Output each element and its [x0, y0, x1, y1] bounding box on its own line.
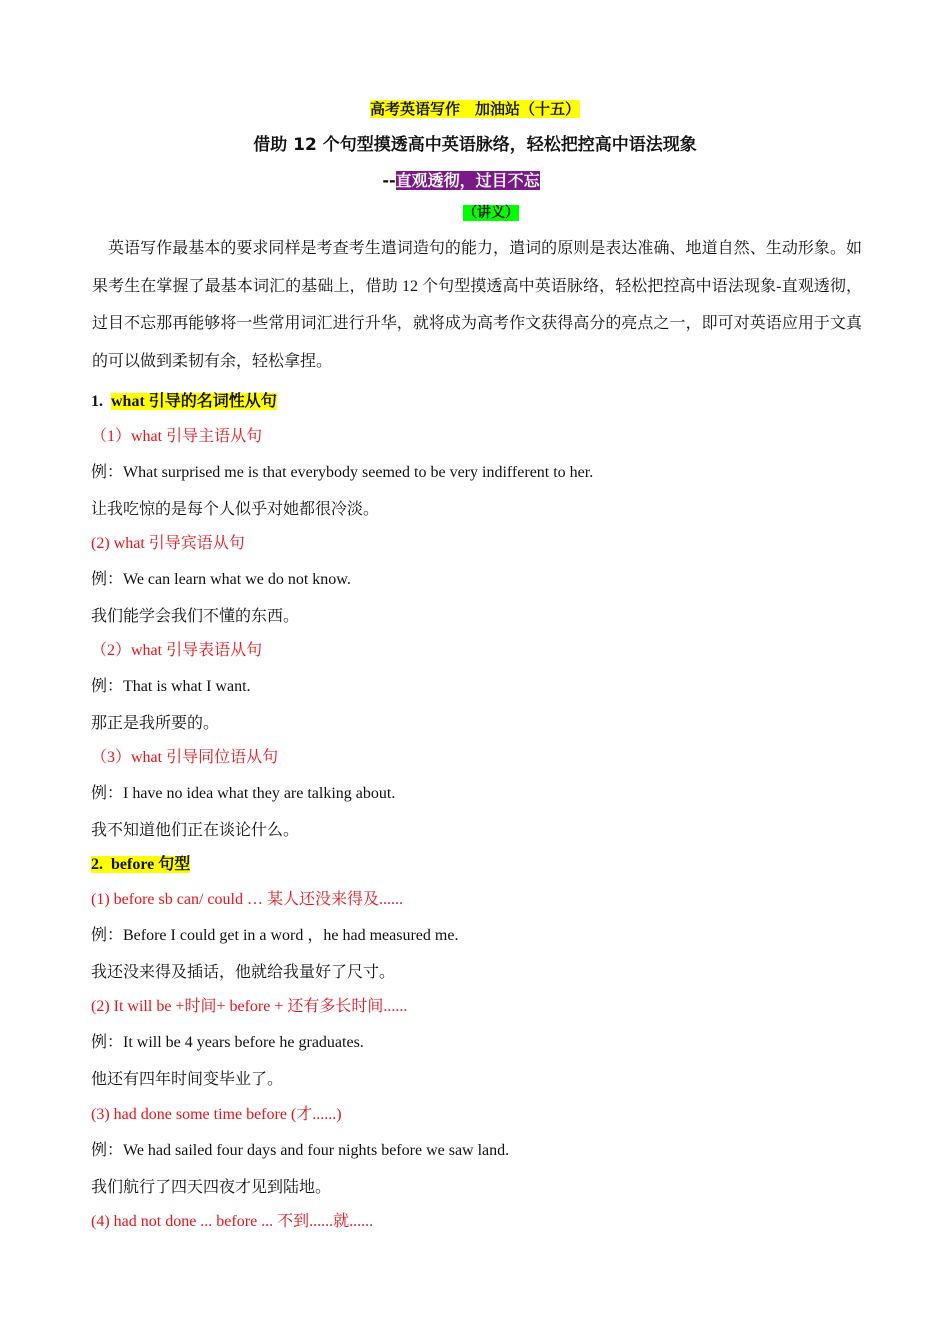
section-2-heading — [91, 854, 190, 876]
section-1-title: what 引导的名词性从句 — [111, 393, 277, 410]
s1-item-2-label: (2) what 引导宾语从句 — [91, 535, 245, 552]
s1-item-1-example: 例：What surprised me is that everybody seemed to be very indifferent to her. — [91, 464, 594, 481]
s1-item-4-translation: 我不知道他们正在谈论什么。 — [91, 822, 300, 839]
s1-item-2-example: 例：We can learn what we do not know. — [91, 571, 351, 588]
intro-paragraph: 英语写作最基本的要求同样是考查考生遣词造句的能力，遣词的原则是表达准确、地道自然、生动形象。如果考生在掌握了最基本词汇的基础上，借助 12 个句型摸透高中英语脉络，轻松把控高中语法现象-直观透彻，过目不忘那再能够将一些常用词汇进行升华，就将成为高考作文获得高分的亮点之一，即可对英语应用于文真的可以做到柔韧有余，轻松拿捏。 — [92, 240, 862, 370]
section-2-title: before 句型 — [111, 856, 191, 873]
s1-item-3-translation: 那正是我所要的。 — [91, 715, 220, 732]
s2-item-1-label: (1) before sb can/ could … 某人还没来得及...... — [91, 891, 403, 908]
section-1-heading — [91, 391, 277, 413]
s2-item-3-example: 例：We had sailed four days and four nights before we saw land. — [91, 1142, 510, 1159]
section-2-number: 2. — [91, 856, 103, 873]
s2-item-3-translation: 我们航行了四天四夜才见到陆地。 — [91, 1179, 332, 1196]
s2-item-2-translation: 他还有四年时间变毕业了。 — [91, 1071, 284, 1088]
s1-item-2-translation: 我们能学会我们不懂的东西。 — [91, 608, 300, 625]
section-1-number: 1. — [91, 393, 103, 410]
tagline-text: 直观透彻，过目不忘 — [395, 171, 540, 190]
s2-item-2-example: 例：It will be 4 years before he graduates. — [91, 1034, 364, 1051]
s1-item-1-translation: 让我吃惊的是每个人似乎对她都很冷淡。 — [91, 501, 380, 518]
s2-item-2-label: (2) It will be +时间+ before + 还有多长时间...... — [91, 998, 408, 1015]
doc-title: 高考英语写作 加油站（十五） — [369, 100, 580, 118]
doc-subtitle: 借助 12 个句型摸透高中英语脉络，轻松把控高中语法现象 — [253, 135, 697, 155]
s1-item-3-label: （2）what 引导表语从句 — [91, 642, 263, 659]
s2-item-4-label: (4) had not done ... before ... 不到......就...... — [91, 1213, 374, 1230]
tagline-prefix: -- — [382, 171, 396, 190]
s1-item-4-label: （3）what 引导同位语从句 — [91, 749, 279, 766]
s1-item-3-example: 例：That is what I want. — [91, 678, 251, 695]
s1-item-4-example: 例：I have no idea what they are talking about. — [91, 785, 396, 802]
s1-item-1-label: （1）what 引导主语从句 — [91, 428, 263, 445]
doc-tagline — [0, 169, 936, 192]
s2-item-1-translation: 我还没来得及插话，他就给我量好了尺寸。 — [91, 964, 396, 981]
doc-type-label: （讲义） — [463, 205, 519, 221]
s2-item-3-label: (3) had done some time before (才......) — [91, 1106, 342, 1123]
s2-item-1-example: 例：Before I could get in a word ，he had measured me. — [91, 927, 459, 944]
